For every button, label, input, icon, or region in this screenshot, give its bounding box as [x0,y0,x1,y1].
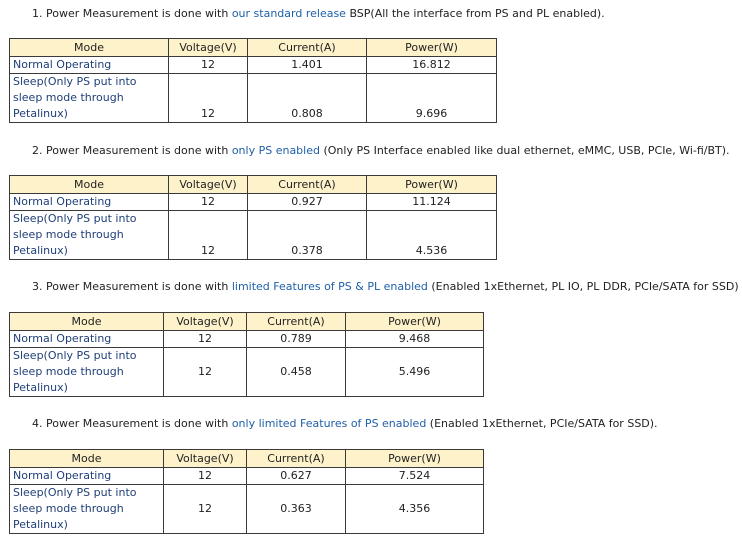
current-cell: 0.927 [248,194,367,211]
table-row [10,331,484,348]
mode-cell: Normal Operating [10,194,169,211]
section-1-heading [32,7,605,21]
current-cell: 1.401 [248,57,367,74]
section-3-suffix: (Enabled 1xEthernet, PL IO, PL DDR, PCIe/SATA for SSD) [427,280,739,293]
mode-cell: Sleep(Only PS put into sleep mode through Petalinux) [10,74,169,123]
header-mode: Mode [10,450,164,468]
table-row [10,211,497,260]
header-current: Current(A) [247,313,346,331]
voltage-cell: 12 [169,194,248,211]
power-cell: 7.524 [346,468,484,485]
header-power: Power(W) [367,39,497,57]
mode-cell: Normal Operating [10,331,164,348]
section-3-prefix: 3. Power Measurement is done with [32,280,232,293]
table-header-row [10,176,497,194]
current-cell: 0.789 [247,331,346,348]
header-power: Power(W) [367,176,497,194]
header-current: Current(A) [247,450,346,468]
table-header-row [10,450,484,468]
voltage-cell: 12 [164,331,247,348]
table-row [10,348,484,397]
mode-cell: Normal Operating [10,468,164,485]
table-header-row [10,39,497,57]
section-2-highlight: only PS enabled [231,144,320,157]
power-cell: 4.356 [346,485,484,534]
header-voltage: Voltage(V) [164,313,247,331]
header-mode: Mode [10,313,164,331]
section-2-heading [32,144,730,158]
current-cell: 0.458 [247,348,346,397]
table-row [10,468,484,485]
header-current: Current(A) [248,176,367,194]
mode-cell: Sleep(Only PS put into sleep mode through Petalinux) [10,348,164,397]
current-cell: 0.363 [247,485,346,534]
power-table-1 [9,38,497,123]
voltage-cell: 12 [164,468,247,485]
voltage-cell: 12 [164,485,247,534]
header-power: Power(W) [346,313,484,331]
mode-cell: Sleep(Only PS put into sleep mode through Petalinux) [10,485,164,534]
power-table-2 [9,175,497,260]
current-cell: 0.378 [248,211,367,260]
power-cell: 9.468 [346,331,484,348]
power-table-4 [9,449,484,534]
section-1-prefix: 1. Power Measurement is done with [32,7,232,20]
table-row [10,194,497,211]
mode-cell: Sleep(Only PS put into sleep mode through Petalinux) [10,211,169,260]
mode-cell: Normal Operating [10,57,169,74]
current-cell: 0.627 [247,468,346,485]
table-row [10,485,484,534]
section-2-suffix: (Only PS Interface enabled like dual ethernet, eMMC, USB, PCIe, Wi-fi/BT). [319,144,730,157]
section-4-highlight: only limited Features of PS enabled [231,417,427,430]
section-2-prefix: 2. Power Measurement is done with [32,144,232,157]
header-voltage: Voltage(V) [164,450,247,468]
power-cell: 11.124 [367,194,497,211]
section-3-heading [32,280,739,294]
power-cell: 9.696 [367,74,497,123]
header-voltage: Voltage(V) [169,39,248,57]
section-4-suffix: (Enabled 1xEthernet, PCIe/SATA for SSD). [426,417,658,430]
current-cell: 0.808 [248,74,367,123]
voltage-cell: 12 [169,57,248,74]
power-cell: 16.812 [367,57,497,74]
header-voltage: Voltage(V) [169,176,248,194]
table-row [10,57,497,74]
section-4-prefix: 4. Power Measurement is done with [32,417,232,430]
section-4-heading [32,417,658,431]
section-1-highlight: our standard release [231,7,346,20]
table-row [10,74,497,123]
voltage-cell: 12 [169,74,248,123]
power-table-3 [9,312,484,397]
header-mode: Mode [10,39,169,57]
power-cell: 4.536 [367,211,497,260]
section-3-highlight: limited Features of PS & PL enabled [231,280,428,293]
section-1-suffix: BSP(All the interface from PS and PL enabled). [345,7,605,20]
power-cell: 5.496 [346,348,484,397]
header-mode: Mode [10,176,169,194]
header-power: Power(W) [346,450,484,468]
table-header-row [10,313,484,331]
voltage-cell: 12 [169,211,248,260]
header-current: Current(A) [248,39,367,57]
voltage-cell: 12 [164,348,247,397]
